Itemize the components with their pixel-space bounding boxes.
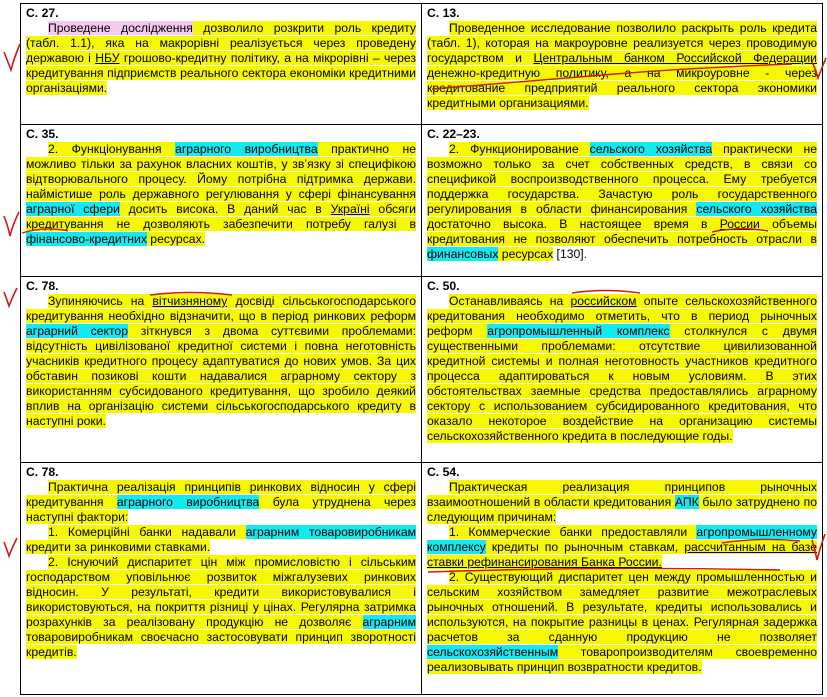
comparison-table: [20, 3, 823, 695]
left-cell: [21, 125, 422, 277]
page-reference: С. 78.: [26, 279, 59, 293]
text-fragment: 2. Функціонування: [48, 142, 176, 156]
cell-text: [427, 570, 817, 675]
text-fragment: ресурсах: [498, 247, 554, 261]
text-fragment: денежно-кредитную политику, а на микроуровне - через кредитование предприятий реального сектора экономики кредитными организациями.: [427, 66, 817, 110]
text-fragment: 2. Існуючий диспаритет цін між промисловістю і сільським господарством уповільнює розвиток міжгалузевих ринкових відносин. У результаті, кредити використовувалися і використовуються, на покриття різниці у цінах. Регулярна затримка розрахунків за реалізовану продукцію не дозволяє: [26, 555, 416, 629]
cell-text: [427, 480, 817, 525]
page-reference: С. 50.: [427, 279, 460, 293]
underlined-term: Україні: [330, 202, 370, 216]
text-fragment: Практична реалізація принципів ринкових відносин у сфері кредитування: [26, 480, 416, 509]
text-fragment: достаточно высока. В настоящее время в: [427, 217, 720, 231]
underlined-term: российском: [570, 294, 637, 308]
page-reference: С. 22–23.: [427, 127, 480, 141]
text-fragment: 2. Функционирование: [449, 142, 590, 156]
text-fragment: досвіді сільськогосподарського кредитування необхідно відзначити, що в період ринкових реформ: [26, 294, 417, 323]
cell-text: [427, 294, 817, 444]
table-row: [21, 463, 823, 695]
text-fragment: була утруднена через наступні фактори:: [26, 495, 416, 524]
cell-text: [26, 21, 416, 96]
text-fragment: было затруднено по следующим причинам:: [427, 495, 817, 524]
text-fragment: зіткнувся з двома суттєвими проблемами: відсутність цивілізованої кредитної системи і повна неготовність учасників кредитного процесу адаптуватися до нових умов. За цих обставин позикові кошти надавалися аграрному сектору з використанням субсидованого кредитування, що зробило деякий вплив на організацію системи сільськогосподарського кредиту в наступні роки.: [26, 324, 416, 428]
highlighted-term: аграрного виробництва: [175, 142, 318, 156]
page-reference: С. 35.: [26, 127, 59, 141]
highlighted-term: агропромышленному комплексу: [427, 525, 817, 554]
highlighted-term: Проведене дослідження: [48, 21, 193, 35]
text-fragment: дозволило розкрити роль кредиту (табл. 1.1), яка на макрорівні реалізується через проведену державою і: [26, 21, 416, 65]
page-reference: С. 54.: [427, 465, 460, 479]
highlighted-term: АПК: [674, 495, 699, 509]
table-row: [21, 125, 823, 277]
text-fragment: столкнулся с двумя существенными проблемами: отсутствие цивилизованной кредитной системы и полная неготовность участников кредитного процесса адаптироваться к новым условиям. В этих обстоятельствах заемные средства предоставлялись аграрному сектору с использованием субсидированного кредитования, что оказало некоторое воздействие на организацию системы сельскохозяйственного кредита в последующие годы.: [427, 324, 818, 443]
text-fragment: грошово-кредитну політику, а на мікрорівні – через кредитування підприємств реального сектора економіки кредитними організаціями.: [26, 51, 416, 95]
text-fragment: товаровиробникам своєчасно застосовувати принцип зворотності кредитів.: [26, 630, 416, 659]
table-row: [21, 4, 823, 125]
cell-text: [26, 525, 416, 555]
underlined-term: России: [719, 217, 760, 231]
page-reference: С. 13.: [427, 6, 460, 20]
text-fragment: товаропроизводителям своевременно реализовывать принцип возвратности кредитов.: [427, 645, 817, 674]
highlighted-term: аграрний сектор: [26, 324, 128, 338]
underlined-term: Центральным банком Российской Федерации: [533, 51, 817, 65]
check-mark-annotation: [4, 44, 20, 70]
cell-text: [427, 142, 817, 262]
cell-text: [26, 480, 416, 525]
highlighted-term: аграрної сфери: [26, 202, 120, 216]
underlined-term: вітчизняному: [152, 294, 228, 308]
cell-text: [427, 21, 817, 111]
text-fragment: ресурсах.: [146, 232, 206, 246]
right-cell: [422, 125, 823, 277]
text-fragment: практично не можливо тільки за рахунок власних коштів, у зв’язку зі специфікою відтворювального процесу. Йому потрібна підтримка держави. наймістише роль державного регулювання у сфері фінансування: [26, 142, 417, 201]
highlighted-term: фінансово-кредитних: [26, 232, 147, 246]
right-cell: [422, 277, 823, 463]
text-fragment: досить висока. В даний час в: [119, 202, 331, 216]
text-fragment: Проведенное исследование позволило раскрыть роль кредита (табл. 1), которая на макроуровне реализуется через проводимую государством и: [427, 21, 817, 65]
text-fragment: кредиты по рыночным ставкам,: [485, 540, 685, 554]
check-mark-annotation: [4, 288, 17, 306]
cell-text: [26, 294, 416, 429]
check-mark-annotation: [4, 538, 17, 556]
left-cell: [21, 4, 422, 125]
text-fragment: Останавливаясь на: [449, 294, 571, 308]
right-cell: [422, 4, 823, 125]
text-fragment: 1. Комерційні банки надавали: [48, 525, 246, 539]
left-cell: [21, 463, 422, 695]
cell-text: [26, 142, 416, 247]
underlined-term: НБУ: [95, 51, 120, 65]
table-row: [21, 277, 823, 463]
text-fragment: объемы кредитования не позволяют обеспечить потребность отрасли в: [427, 217, 818, 246]
cell-text: [427, 525, 817, 570]
highlighted-term: аграрним товаровиробникам: [245, 525, 416, 539]
text-fragment: практически не возможно только за счет собственных средств, в связи со спецификой воспроизводственного процесса. Ему требуется поддержка государства. Зачастую роль государственного регулирования в области финансирования: [427, 142, 817, 216]
highlighted-term: аграрним: [362, 615, 416, 629]
text-fragment: Практическая реализация принципов рыночных взаимоотношений в области кредитования: [427, 480, 817, 509]
text-fragment: обсяги кредитування не дозволяють забезпечити потребу галузі в: [26, 202, 416, 231]
left-cell: [21, 277, 422, 463]
highlighted-term: сельского хозяйства: [696, 202, 817, 216]
page-reference: С. 27.: [26, 6, 59, 20]
text-fragment: опыте сельскохозяйственного кредитования необходимо отметить, что в период рыночных реформ: [427, 294, 818, 338]
highlighted-term: сельского хозяйства: [589, 142, 713, 156]
cell-text: [26, 555, 416, 660]
text-fragment: 2. Существующий диспаритет цен между промышленностью и сельским хозяйством замедляет развитие межотраслевых рыночных отношений. В результате, кредиты использовались и используются, на покрытие разницы в ценах. Регулярная задержка расчетов за сданную продукцию не позволяет: [427, 570, 817, 644]
text-fragment: Зупиняючись на: [48, 294, 153, 308]
highlighted-term: финансовых: [427, 247, 499, 261]
check-mark-annotation: [4, 212, 19, 236]
highlighted-term: аграрного виробництва: [116, 495, 260, 509]
highlighted-term: агропромышленный комплекс: [487, 324, 670, 338]
text-fragment: кредити за ринковими ставками.: [26, 540, 211, 554]
page-reference: С. 78.: [26, 465, 59, 479]
highlighted-term: сельскохозяйственным: [427, 645, 559, 659]
text-fragment: 1. Коммерческие банки предоставляли: [449, 525, 697, 539]
text-fragment: [130].: [553, 247, 588, 261]
right-cell: [422, 463, 823, 695]
underlined-term: рассчитанным на базе ставки рефинансирования Банка России.: [427, 540, 817, 569]
